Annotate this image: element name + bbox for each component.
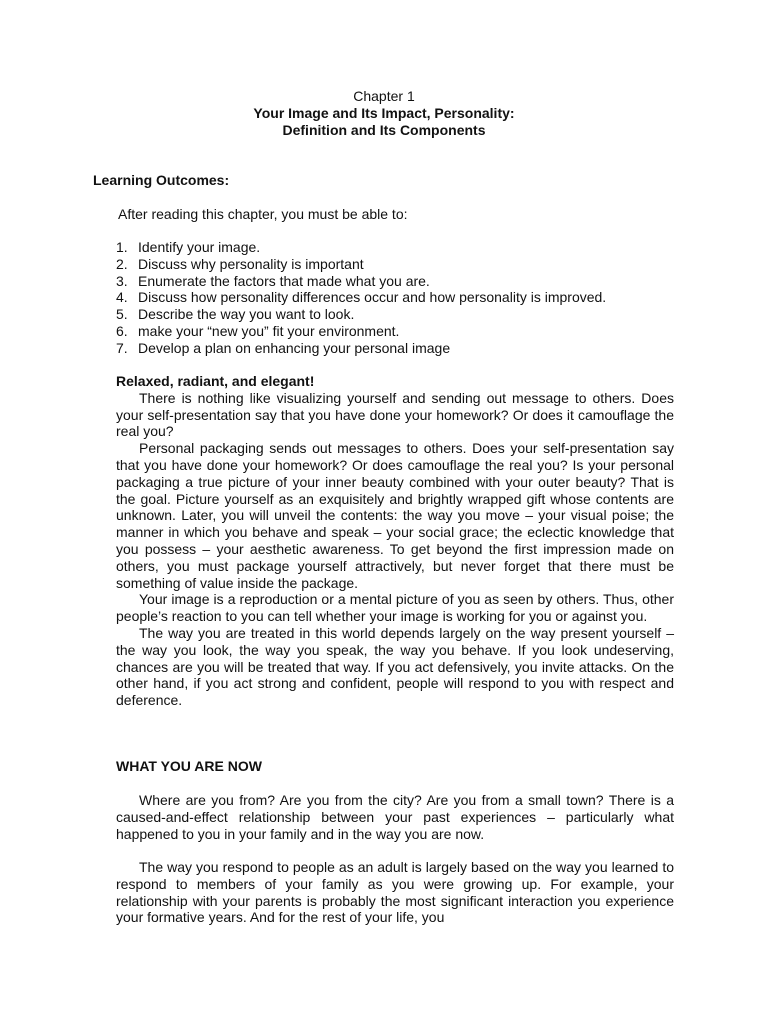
list-item-text: Develop a plan on enhancing your personal image (138, 339, 451, 356)
list-item-number: 4. (116, 289, 128, 306)
paragraph: Where are you from? Are you from the city? Are you from a small town? There is a caused-and-effect relationship between your past experiences – particularly what happened to you in your family and in the way you are now. (116, 792, 674, 842)
list-item-text: Identify your image. (138, 239, 261, 255)
list-item-number: 5. (116, 306, 128, 323)
list-item (116, 323, 606, 340)
list-item-text: Discuss how personality differences occur and how personality is improved. (138, 289, 607, 306)
relaxed-section (116, 373, 674, 709)
list-item (116, 239, 606, 256)
paragraph: The way you are treated in this world depends largely on the way present yourself – the way you look, the way you speak, the way you behave. If you look undeserving, chances are you will be treated that way. If you act defensively, you invite attacks. On the other hand, if you act strong and confident, people will respond to you with respect and deference. (116, 624, 674, 709)
list-item (116, 306, 606, 323)
list-item-text: Describe the way you want to look. (138, 306, 355, 323)
paragraph: The way you respond to people as an adult is largely based on the way you learned to respond to members of your family as you were growing up. For example, your relationship with your parents is probably the most significant interaction you experience your formative years. And for the rest of your life, you (116, 859, 674, 926)
chapter-title-line-1: Your Image and Its Impact, Personality: (253, 105, 515, 121)
list-item (116, 256, 606, 273)
paragraph: Personal packaging sends out messages to others. Does your self-presentation say that you have done your homework? Or does camouflage the real you? Is your personal packaging a true picture of your inner beauty combined with your outer beauty? That is the goal. Picture yourself as an exquisitely and brightly wrapped gift whose contents are unknown. Later, you will unveil the contents: the way you move – your visual poise; the manner in which you behave and speak – your social grace; the eclectic knowledge that you possess – your aesthetic awareness. To get beyond the first impression made on others, you must package yourself attractively, but never forget that there must be something of value inside the package. (116, 440, 674, 591)
list-item (116, 340, 606, 357)
list-item-number: 7. (116, 339, 128, 356)
list-item (116, 273, 606, 290)
list-item-number: 2. (116, 255, 128, 272)
chapter-label: Chapter 1 (353, 88, 415, 104)
paragraph: Your image is a reproduction or a mental picture of you as seen by others. Thus, other people’s reaction to you can tell whether your image is working for you or against you. (116, 591, 674, 625)
intro-text: After reading this chapter, you must be able to: (118, 206, 408, 222)
learning-outcomes-list (116, 239, 606, 357)
now-paragraph-block-2 (116, 859, 674, 926)
list-item-number: 6. (116, 322, 128, 339)
chapter-title-line-2: Definition and Its Components (282, 122, 486, 138)
list-item-number: 3. (116, 272, 128, 289)
list-item (116, 289, 606, 306)
what-you-are-now-heading: WHAT YOU ARE NOW (116, 758, 262, 774)
paragraph: There is nothing like visualizing yourself and sending out message to others. Does your self-presentation say that you have done your homework? Or does it camouflage the real you? (116, 389, 674, 440)
list-item-number: 1. (116, 239, 128, 255)
list-item-text: Enumerate the factors that made what you are. (138, 272, 430, 289)
list-item-text: Discuss why personality is important (138, 255, 364, 272)
learning-outcomes-heading: Learning Outcomes: (93, 172, 230, 188)
now-paragraph-block-1 (116, 792, 674, 842)
list-item-text: make your “new you” fit your environment. (138, 322, 400, 339)
relaxed-heading: Relaxed, radiant, and elegant! (116, 373, 315, 389)
